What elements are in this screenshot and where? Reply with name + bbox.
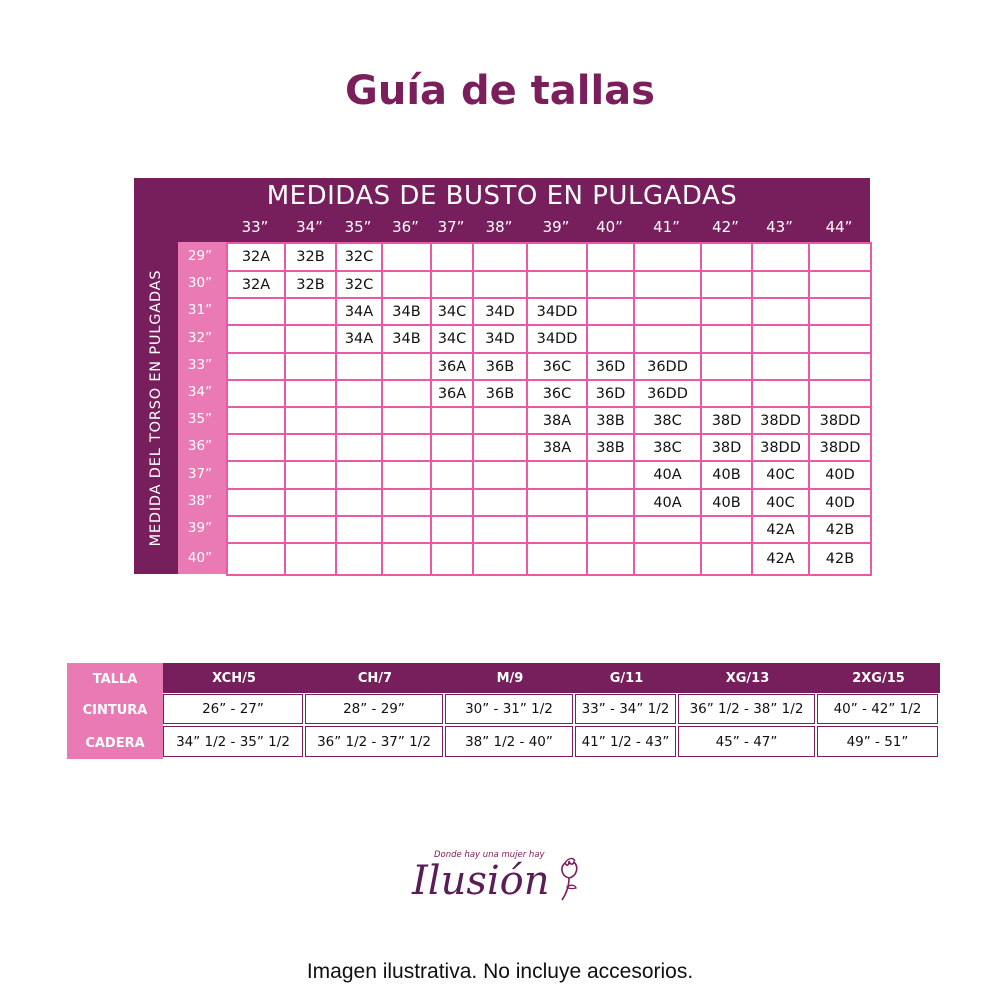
rose-icon [554, 854, 584, 910]
torso-side-label [134, 242, 178, 574]
cup-size-cell [381, 406, 432, 435]
cup-size-cell [430, 515, 474, 544]
cup-size-cell: 40C [751, 488, 810, 517]
cup-size-cell [751, 324, 810, 354]
size-header: G/11 [609, 671, 644, 686]
cup-size-cell: 38DD [808, 406, 872, 435]
cup-size-cell: 38D [700, 406, 753, 435]
bust-size-header: 33” [241, 218, 269, 236]
torso-size-header: 32” [187, 330, 213, 346]
cup-size-cell [381, 242, 432, 272]
bust-size-header: 37” [437, 218, 465, 236]
cup-size-cell [700, 324, 753, 354]
cup-size-cell [284, 324, 337, 354]
cup-size-cell [472, 270, 528, 299]
bust-size-header: 39” [542, 218, 570, 236]
cup-size-cell: 34B [381, 297, 432, 326]
cup-size-cell: 40C [751, 460, 810, 490]
cup-size-cell [335, 460, 383, 490]
cup-size-cell: 36A [430, 379, 474, 408]
cup-size-cell [335, 379, 383, 408]
cadera-cell: 38” 1/2 - 40” [445, 726, 573, 757]
cup-size-cell: 34A [335, 324, 383, 354]
cup-size-cell [226, 433, 286, 462]
cup-size-cell: 36DD [633, 352, 702, 381]
torso-size-header: 31” [187, 302, 213, 318]
cintura-cell: 26” - 27” [163, 694, 303, 724]
cup-size-cell [226, 324, 286, 354]
torso-size-header: 36” [187, 438, 213, 454]
cup-size-cell [700, 352, 753, 381]
torso-size-header: 38” [187, 493, 213, 509]
cup-size-cell [633, 242, 702, 272]
cup-size-cell: 32A [226, 242, 286, 272]
cup-size-cell: 40D [808, 460, 872, 490]
cup-size-cell [226, 542, 286, 576]
size-header: M/9 [496, 671, 524, 686]
torso-size-header: 35” [187, 411, 213, 427]
cup-size-cell: 38D [700, 433, 753, 462]
cup-size-cell [808, 270, 872, 299]
cadera-cell: 34” 1/2 - 35” 1/2 [163, 726, 303, 757]
bust-size-chart [134, 178, 870, 574]
size-table-row-label: CADERA [85, 736, 145, 751]
size-header: XCH/5 [212, 671, 256, 686]
disclaimer-note: Imagen ilustrativa. No incluye accesorios. [306, 960, 694, 983]
cup-size-cell [586, 542, 635, 576]
cintura-cell: 40” - 42” 1/2 [817, 694, 938, 724]
cup-size-cell [526, 515, 588, 544]
cup-size-cell: 32B [284, 242, 337, 272]
cup-size-cell [526, 242, 588, 272]
bust-chart-heading: MEDIDAS DE BUSTO EN PULGADAS [266, 181, 738, 211]
cup-size-cell [226, 515, 286, 544]
cup-size-cell: 40D [808, 488, 872, 517]
cup-size-cell [751, 379, 810, 408]
cup-size-cell [586, 460, 635, 490]
cup-size-cell [751, 270, 810, 299]
torso-side-label-text: MEDIDA DEL TORSO EN PULGADAS [148, 269, 164, 547]
cup-size-cell: 36DD [633, 379, 702, 408]
cintura-cell: 36” 1/2 - 38” 1/2 [678, 694, 815, 724]
cup-size-cell: 32C [335, 242, 383, 272]
cup-size-cell [381, 379, 432, 408]
cup-size-cell: 36C [526, 352, 588, 381]
size-header: CH/7 [357, 671, 393, 686]
cup-size-cell: 34B [381, 324, 432, 354]
cup-size-cell: 38DD [808, 433, 872, 462]
torso-size-header: 30” [187, 275, 213, 291]
size-header: 2XG/15 [852, 671, 905, 686]
cup-size-cell: 38C [633, 406, 702, 435]
cadera-cell: 41” 1/2 - 43” [575, 726, 676, 757]
cup-size-cell: 34A [335, 297, 383, 326]
bust-size-header: 41” [653, 218, 680, 236]
cup-size-cell [335, 406, 383, 435]
cintura-cell: 30” - 31” 1/2 [445, 694, 573, 724]
cup-size-cell [472, 515, 528, 544]
cup-size-cell: 36D [586, 352, 635, 381]
cup-size-cell: 36B [472, 352, 528, 381]
cup-size-cell [381, 460, 432, 490]
cup-size-cell [633, 542, 702, 576]
cup-size-cell [808, 324, 872, 354]
cup-size-cell [284, 406, 337, 435]
cup-size-cell: 42B [808, 515, 872, 544]
logo-wordmark: Ilusión [412, 858, 550, 904]
cup-size-cell [284, 488, 337, 517]
cup-size-cell [226, 379, 286, 408]
cup-size-cell: 40B [700, 488, 753, 517]
cup-size-cell [808, 242, 872, 272]
cup-size-cell: 32C [335, 270, 383, 299]
cup-size-cell [808, 379, 872, 408]
cup-size-cell [751, 297, 810, 326]
torso-size-header: 37” [187, 466, 213, 482]
cup-size-cell [335, 542, 383, 576]
cup-size-cell: 34DD [526, 324, 588, 354]
cup-size-cell [472, 433, 528, 462]
cup-size-cell: 34D [472, 324, 528, 354]
cup-size-cell: 36A [430, 352, 474, 381]
cup-size-cell [586, 324, 635, 354]
cup-size-cell [586, 515, 635, 544]
bust-size-header: 34” [296, 218, 323, 236]
cup-size-cell [430, 460, 474, 490]
cup-size-cell: 38A [526, 406, 588, 435]
brand-logo [408, 848, 592, 912]
cup-size-cell [751, 352, 810, 381]
cup-size-cell [284, 379, 337, 408]
cup-size-cell [472, 542, 528, 576]
cup-size-cell: 38B [586, 406, 635, 435]
size-table [67, 663, 940, 759]
cup-size-cell [751, 242, 810, 272]
page-title: Guía de tallas [345, 68, 655, 114]
cintura-cell: 28” - 29” [305, 694, 443, 724]
bust-size-header: 43” [766, 218, 793, 236]
cup-size-cell [284, 352, 337, 381]
cup-size-cell [808, 297, 872, 326]
cup-size-cell [430, 270, 474, 299]
bust-size-header: 35” [344, 218, 372, 236]
cup-size-cell [700, 270, 753, 299]
cup-size-cell [700, 297, 753, 326]
cup-size-cell: 42A [751, 515, 810, 544]
cadera-cell: 45” - 47” [678, 726, 815, 757]
cup-size-cell [808, 352, 872, 381]
cup-size-cell [526, 460, 588, 490]
cup-size-cell: 38B [586, 433, 635, 462]
torso-size-header: 40” [187, 550, 213, 566]
torso-size-header: 34” [187, 384, 213, 400]
cup-size-cell [381, 433, 432, 462]
cup-size-cell [335, 352, 383, 381]
cup-size-cell [586, 270, 635, 299]
cup-size-cell: 36B [472, 379, 528, 408]
cup-size-cell [472, 488, 528, 517]
cup-size-cell: 34C [430, 324, 474, 354]
cup-size-cell [226, 406, 286, 435]
bust-size-header: 40” [596, 218, 623, 236]
cup-size-cell [381, 352, 432, 381]
bust-size-header: 42” [712, 218, 739, 236]
cup-size-cell [226, 460, 286, 490]
cup-size-cell: 38DD [751, 433, 810, 462]
size-table-row-label: CINTURA [82, 703, 148, 718]
cup-size-cell: 34D [472, 297, 528, 326]
cup-size-cell: 34C [430, 297, 474, 326]
torso-size-header: 33” [187, 357, 213, 373]
cup-size-cell [381, 488, 432, 517]
bust-size-header: 36” [392, 218, 419, 236]
cup-size-cell [430, 242, 474, 272]
cup-size-cell [381, 270, 432, 299]
cup-size-cell [633, 324, 702, 354]
torso-size-header: 39” [187, 520, 213, 536]
cup-size-cell [284, 433, 337, 462]
cup-size-cell [284, 460, 337, 490]
cup-size-cell: 40A [633, 460, 702, 490]
cup-size-cell: 38A [526, 433, 588, 462]
cup-size-cell [700, 242, 753, 272]
size-table-row-label: TALLA [92, 672, 138, 687]
cup-size-cell [700, 379, 753, 408]
cup-size-cell: 32A [226, 270, 286, 299]
cup-size-cell [335, 488, 383, 517]
cup-size-cell [526, 270, 588, 299]
cup-size-cell [700, 542, 753, 576]
cup-size-cell [284, 515, 337, 544]
cup-size-cell [526, 488, 588, 517]
cup-size-cell: 36D [586, 379, 635, 408]
cup-size-cell [586, 297, 635, 326]
cup-size-cell [633, 270, 702, 299]
cup-size-cell: 40B [700, 460, 753, 490]
cup-size-cell [381, 515, 432, 544]
cup-size-cell [381, 542, 432, 576]
cup-size-cell [472, 406, 528, 435]
bust-size-header: 44” [825, 218, 853, 236]
cadera-cell: 36” 1/2 - 37” 1/2 [305, 726, 443, 757]
cup-size-cell [284, 297, 337, 326]
cup-size-cell [430, 406, 474, 435]
bust-size-header: 38” [485, 218, 513, 236]
cup-size-cell [586, 488, 635, 517]
cup-size-cell [335, 515, 383, 544]
cup-size-cell [586, 242, 635, 272]
cup-size-cell [226, 488, 286, 517]
cup-size-cell: 36C [526, 379, 588, 408]
cup-size-cell: 42A [751, 542, 810, 576]
cintura-cell: 33” - 34” 1/2 [575, 694, 676, 724]
cup-size-cell: 38DD [751, 406, 810, 435]
cup-size-cell: 32B [284, 270, 337, 299]
cup-size-cell [472, 242, 528, 272]
cup-size-cell [472, 460, 528, 490]
cup-size-cell: 42B [808, 542, 872, 576]
cup-size-cell [430, 433, 474, 462]
cup-size-cell: 38C [633, 433, 702, 462]
cup-size-cell [700, 515, 753, 544]
cup-size-cell [226, 352, 286, 381]
cup-size-cell [633, 515, 702, 544]
logo-tagline: Donde hay una mujer hay [434, 850, 545, 860]
torso-size-header: 29” [187, 248, 213, 264]
cup-size-cell [284, 542, 337, 576]
size-header: XG/13 [725, 671, 770, 686]
cup-size-cell: 34DD [526, 297, 588, 326]
cup-size-cell [430, 542, 474, 576]
cup-size-cell [633, 297, 702, 326]
cup-size-cell: 40A [633, 488, 702, 517]
cup-size-cell [226, 297, 286, 326]
cadera-cell: 49” - 51” [817, 726, 938, 757]
cup-size-cell [430, 488, 474, 517]
cup-size-cell [526, 542, 588, 576]
cup-size-grid [226, 242, 870, 574]
cup-size-cell [335, 433, 383, 462]
